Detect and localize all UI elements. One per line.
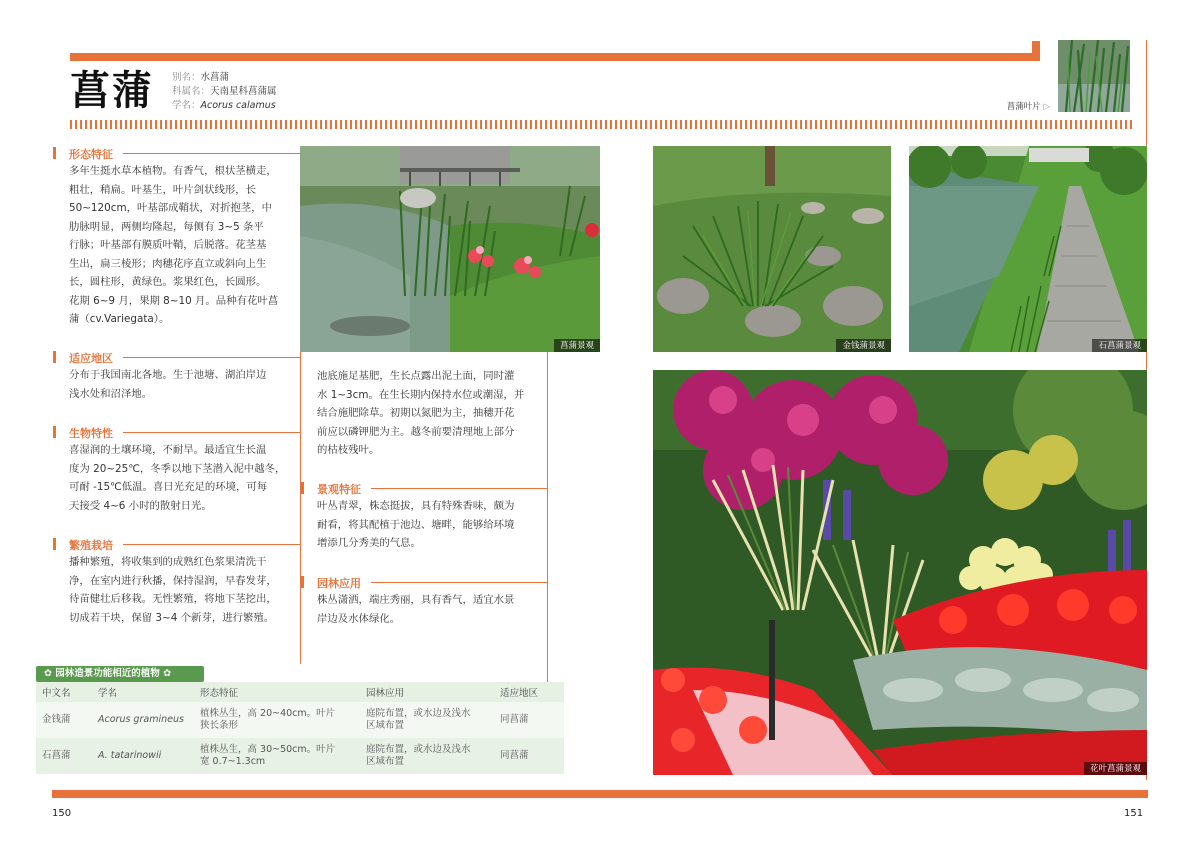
section-morphology: [53, 146, 303, 329]
latin-row: [172, 99, 277, 113]
section-heading: 繁殖栽培: [69, 539, 113, 552]
garden-text: [317, 591, 547, 628]
table-cell: 金钱蒲: [36, 702, 92, 738]
section-tick: [301, 576, 304, 588]
text-line: 结合施肥除草。初期以氮肥为主，抽穗开花: [317, 407, 515, 419]
table-cell: [360, 702, 494, 738]
plant-meta: [172, 71, 277, 113]
section-heading: 生物特性: [69, 427, 113, 440]
section-garden: [301, 575, 547, 628]
text-line: 增添几分秀美的气息。: [317, 537, 421, 549]
alias-row: [172, 71, 277, 85]
cell-line: 庭院布置，或水边及浅水: [366, 708, 471, 719]
latin-value: Acorus calamus: [200, 100, 276, 111]
family-label: 科属名：: [172, 86, 211, 97]
text-line: 株丛潇洒，端庄秀丽，具有香气，适宜水景: [317, 594, 515, 606]
biology-text: [69, 441, 303, 515]
text-line: 水 1~3cm。在生长期内保持水位或潮湿，并: [317, 388, 525, 401]
section-region: [53, 350, 303, 403]
family-row: [172, 85, 277, 99]
text-line: 蒲（cv.Variegata）。: [69, 313, 170, 325]
text-line: 的枯枝残叶。: [317, 444, 380, 456]
related-plants-table: [36, 682, 564, 774]
column-divider: [547, 352, 548, 682]
section-heading: 形态特征: [69, 148, 113, 161]
propagation-continued-text: [317, 367, 547, 460]
propagation-text: [69, 553, 303, 627]
section-tick: [53, 426, 56, 438]
section-rule: [123, 544, 301, 545]
photo-acorus-gramineus: [653, 146, 891, 352]
text-line: 浅水处和沼泽地。: [69, 387, 153, 400]
alias-value: 水菖蒲: [200, 72, 230, 83]
table-header-cell: 适应地区: [494, 682, 564, 702]
text-line: 50~120cm，叶基部成鞘状，对折抱茎，中: [69, 202, 273, 214]
text-line: 耐看，将其配植于池边、塘畔，能够给环境: [317, 518, 515, 531]
text-line: 分布于我国南北各地。生于池塘、湖泊岸边: [69, 369, 267, 381]
cell-line: 狭长条形: [200, 720, 239, 731]
section-tick: [53, 351, 56, 363]
section-tick: [301, 482, 304, 494]
section-propagation: [53, 537, 303, 627]
text-line: 待苗健壮后移栽。无性繁殖，将地下茎挖出，: [69, 593, 277, 605]
section-rule: [123, 153, 301, 154]
morphology-text: [69, 162, 303, 329]
top-orange-bar-corner: [1032, 41, 1040, 61]
text-line: 粗壮，稍扁。叶基生，叶片剑状线形，长: [69, 183, 257, 196]
section-tick: [53, 147, 56, 159]
table-header-cell: 中文名: [36, 682, 92, 702]
table-header-cell: 形态特征: [194, 682, 360, 702]
text-line: 度为 20~25℃，冬季以地下茎潜入泥中越冬，: [69, 462, 286, 475]
table-cell: [194, 738, 360, 774]
text-line: 叶丛青翠，株态挺拔，具有特殊香味，颇为: [317, 500, 515, 512]
text-line: 行脉；叶基部有膜质叶鞘，后脱落。花茎基: [69, 239, 267, 251]
table-cell: A. tatarinowii: [92, 738, 194, 774]
page-title: 菖蒲: [70, 68, 154, 114]
bottom-orange-bar: [52, 790, 1148, 798]
family-value: 天南星科菖蒲属: [210, 86, 277, 97]
photo-caption: 石菖蒲景观: [1092, 339, 1147, 352]
text-line: 生出，扁三棱形；肉穗花序直立或斜向上生: [69, 257, 267, 270]
table-cell: 同菖蒲: [494, 702, 564, 738]
text-line: 前应以磷钾肥为主。越冬前要清理地上部分: [317, 425, 515, 438]
table-cell: [194, 702, 360, 738]
cell-line: 植株丛生，高 20~40cm。叶片: [200, 708, 336, 719]
section-heading: 景观特征: [317, 483, 361, 496]
table-cell: Acorus gramineus: [92, 702, 194, 738]
text-line: 播种繁殖，将收集到的成熟红色浆果清洗干: [69, 556, 267, 568]
leaf-thumbnail-image: [1058, 40, 1130, 112]
landscape-text: [317, 497, 547, 553]
section-rule: [123, 432, 301, 433]
table-cell: 石菖蒲: [36, 738, 92, 774]
table-cell: [360, 738, 494, 774]
table-cell: 同菖蒲: [494, 738, 564, 774]
cell-line: 区域布置: [366, 720, 405, 731]
table-row: [36, 702, 564, 738]
text-line: 池底施足基肥，生长点露出泥土面，同时灌: [317, 370, 515, 382]
photo-acorus-tatarinowii: [909, 146, 1147, 352]
cell-line: 区域布置: [366, 756, 405, 767]
latin-label: 学名：: [172, 100, 201, 111]
section-rule: [371, 488, 547, 489]
text-line: 花期 6~9 月，果期 8~10 月。品种有花叶菖: [69, 294, 279, 307]
dashed-rule: [70, 120, 1132, 129]
table-header-cell: 园林应用: [360, 682, 494, 702]
alias-label: 别名：: [172, 72, 201, 83]
section-heading: 适应地区: [69, 352, 113, 365]
section-heading: 园林应用: [317, 577, 361, 590]
photo-variegated-acorus: [653, 370, 1147, 775]
top-orange-bar: [70, 53, 1040, 61]
text-line: 多年生挺水草本植物。有香气，根状茎横走，: [69, 165, 277, 177]
table-header-cell: 学名: [92, 682, 194, 702]
table-row: [36, 738, 564, 774]
section-rule: [371, 582, 547, 583]
page-number-right: 151: [1124, 808, 1144, 819]
related-plants-title-text: ✿ 园林造景功能相近的植物 ✿: [44, 668, 172, 679]
section-rule: [123, 357, 301, 358]
page-number-left: 150: [52, 808, 72, 819]
photo-caption: 花叶菖蒲景观: [1084, 762, 1147, 775]
section-tick: [53, 538, 56, 550]
leaf-caption-text: 菖蒲叶片: [1006, 102, 1041, 112]
text-line: 肋脉明显，两侧均隆起，每侧有 3~5 条平: [69, 220, 264, 233]
table-header-row: [36, 682, 564, 702]
section-biology: [53, 425, 303, 515]
photo-caption: 菖蒲景观: [554, 339, 600, 352]
text-line: 净，在室内进行秋播，保持湿润，早春发芽，: [69, 574, 277, 587]
cell-line: 庭院布置，或水边及浅水: [366, 744, 471, 755]
section-landscape: [301, 481, 547, 553]
photo-pond-landscape: [300, 146, 600, 352]
text-line: 切成若干块，保留 3~4 个新芽，进行繁殖。: [69, 611, 275, 624]
text-line: 喜湿润的土壤环境，不耐旱。最适宜生长温: [69, 444, 267, 456]
text-line: 长，圆柱形，黄绿色。浆果红色，长圆形。: [69, 276, 267, 288]
region-text: [69, 366, 303, 403]
text-line: 可耐 -15℃低温。喜日光充足的环境，可每: [69, 481, 268, 493]
text-line: 岸边及水体绿化。: [317, 612, 401, 625]
leaf-caption: [990, 100, 1050, 112]
cell-line: 植株丛生，高 30~50cm。叶片: [200, 744, 336, 755]
text-line: 天接受 4~6 小时的散射日光。: [69, 499, 212, 512]
photo-caption: 金钱蒲景观: [836, 339, 891, 352]
caption-arrow-icon: ▷: [1043, 102, 1050, 112]
cell-line: 宽 0.7~1.3cm: [200, 756, 266, 767]
